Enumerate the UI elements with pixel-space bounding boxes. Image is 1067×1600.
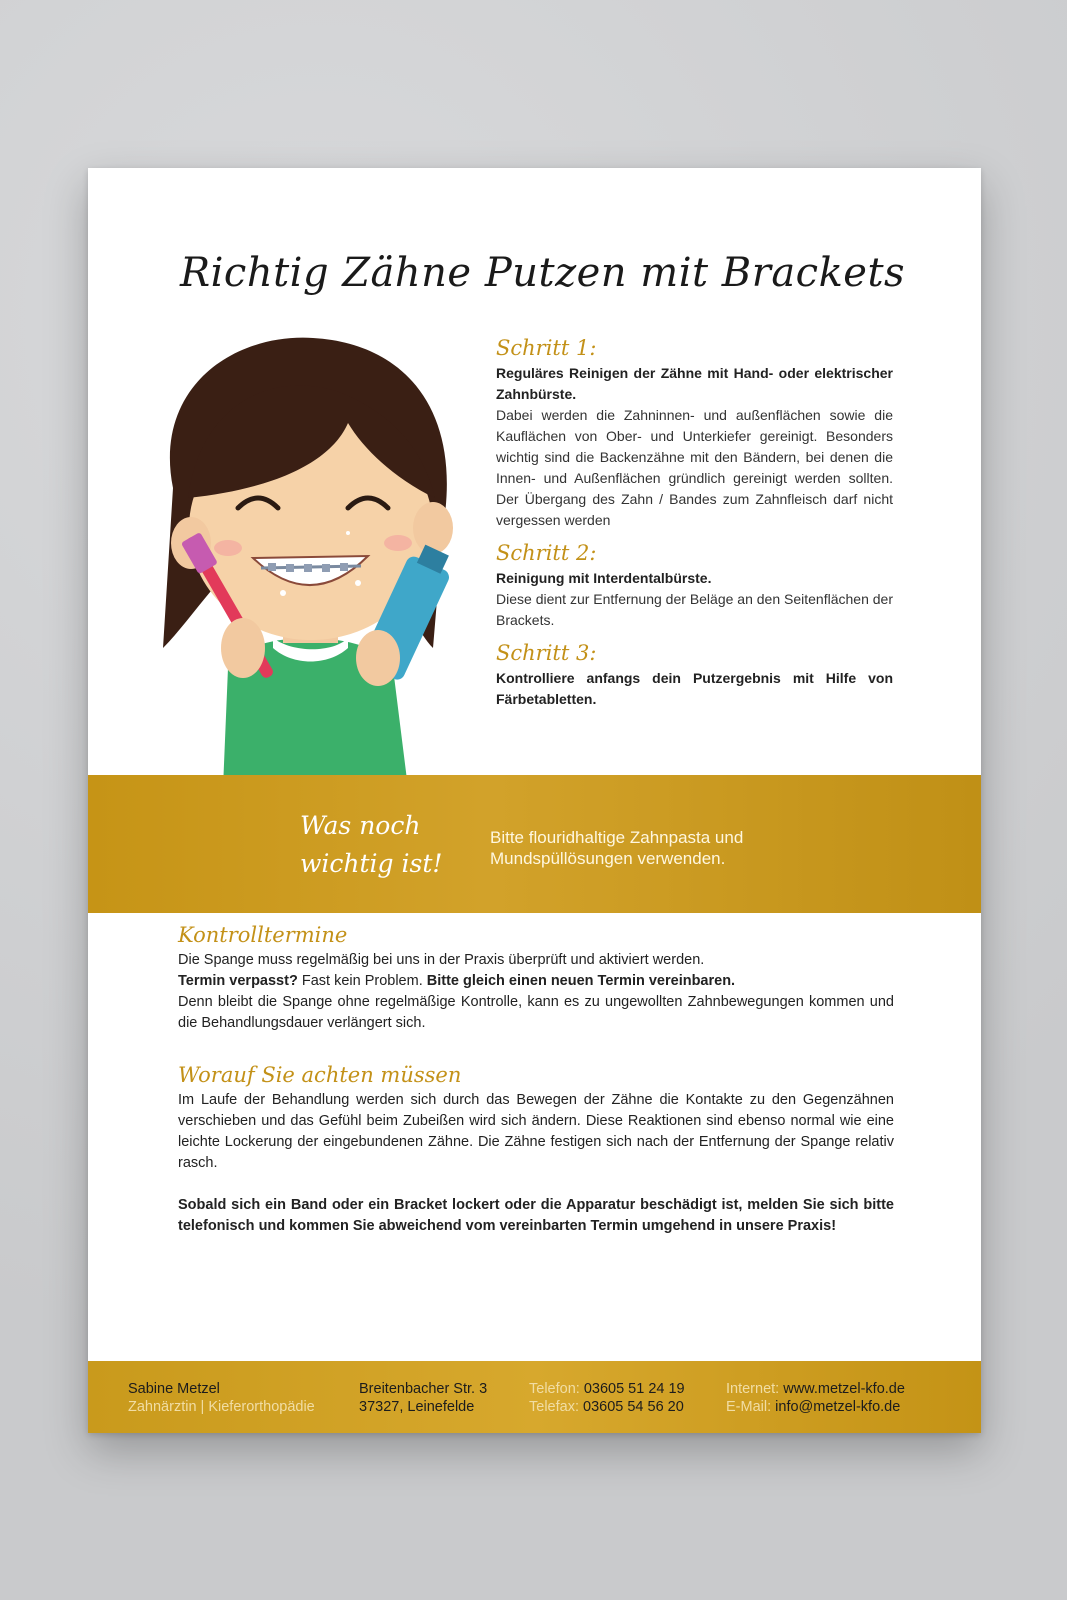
worauf-heading: Worauf Sie achten müssen xyxy=(178,1063,462,1087)
girl-with-braces-illustration xyxy=(143,328,473,788)
new-appointment-text: Bitte gleich einen neuen Termin vereinbaren. xyxy=(426,973,736,989)
step-3-heading: Schritt 3: xyxy=(496,641,597,665)
footer-profession: Zahnärztin | Kieferorthopädie xyxy=(128,1399,315,1415)
steps-list xyxy=(496,338,893,722)
web-link[interactable]: www.metzel-kfo.de xyxy=(783,1381,905,1397)
step-1-lead: Reguläres Reinigen der Zähne mit Hand- oder elektrischer Zahnbürste. xyxy=(496,365,893,402)
web-label: Internet: xyxy=(726,1381,780,1397)
kontrolltermine-heading: Kontrolltermine xyxy=(178,923,348,947)
step-3 xyxy=(496,643,893,710)
step-1-body: Dabei werden die Zahninnen- und außenflächen sowie die Kauflächen von Ober- und Unterkiefer gereinigt. Besonders wichtig sind die Backenzähne mit den Bändern, bei denen die Innen- und Außenflächen gründlich gereinigt werden sollten. Der Übergang des Zahn / Bandes zum Zahnfleisch darf nicht vergessen werden xyxy=(496,407,893,528)
missed-appointment-label: Termin verpasst? xyxy=(178,973,298,989)
phone-label: Telefon: xyxy=(529,1381,580,1397)
flyer-page xyxy=(88,168,981,1433)
footer-online xyxy=(726,1380,905,1416)
missed-appointment-text: Fast kein Problem. xyxy=(297,973,427,989)
kontrolltermine-line2 xyxy=(178,971,894,992)
section-kontrolltermine xyxy=(178,925,894,1034)
kontrolltermine-line1: Die Spange muss regelmäßig bei uns in der Praxis überprüft und aktiviert werden. xyxy=(178,952,705,968)
footer-address xyxy=(359,1380,487,1416)
fax-number: 03605 54 56 20 xyxy=(583,1399,684,1415)
email-label: E-Mail: xyxy=(726,1399,772,1415)
footer-identity xyxy=(128,1380,315,1416)
step-2-heading: Schritt 2: xyxy=(496,541,597,565)
footer-city: 37327, Leinefelde xyxy=(359,1399,475,1415)
page-title: Richtig Zähne Putzen mit Brackets xyxy=(180,250,906,296)
fax-label: Telefax: xyxy=(529,1399,579,1415)
email-link[interactable]: info@metzel-kfo.de xyxy=(775,1399,901,1415)
footer-street: Breitenbacher Str. 3 xyxy=(359,1381,488,1397)
step-2-lead: Reinigung mit Interdentalbürste. xyxy=(496,570,712,586)
important-note-band xyxy=(88,775,981,913)
step-1-heading: Schritt 1: xyxy=(496,336,597,360)
contact-footer xyxy=(88,1361,981,1433)
kontrolltermine-line3: Denn bleibt die Spange ohne regelmäßige Kontrolle, kann es zu ungewollten Zahnbewegungen kommen und die Behandlungsdauer verlängert sich. xyxy=(178,994,894,1031)
worauf-body: Im Laufe der Behandlung werden sich durch das Bewegen der Zähne die Kontakte zu den Gegenzähnen verschieben und das Gefühl beim Zubeißen wird sich ändern. Diese Reaktionen sind ebenso normal wie eine leichte Lockerung der eingebundenen Zähne. Die Zähne festigen sich nach der Entfernung der Spange relativ rasch. xyxy=(178,1092,894,1171)
step-2 xyxy=(496,543,893,631)
step-1 xyxy=(496,338,893,531)
section-worauf xyxy=(178,1065,894,1237)
phone-number[interactable]: 03605 51 24 19 xyxy=(583,1381,685,1397)
band-title: Was noch wichtig ist! xyxy=(300,811,443,878)
step-3-lead: Kontrolliere anfangs dein Putzergebnis mit Hilfe von Färbetabletten. xyxy=(496,670,893,707)
footer-name: Sabine Metzel xyxy=(128,1381,220,1397)
footer-phones xyxy=(529,1380,685,1416)
band-text: Bitte flouridhaltige Zahnpasta und Mundspüllösungen verwenden. xyxy=(490,828,744,868)
worauf-warning: Sobald sich ein Band oder ein Bracket lockert oder die Apparatur beschädigt ist, melden Sie sich bitte telefonisch und kommen Sie abweichend vom vereinbarten Termin umgehend in unsere Praxis! xyxy=(178,1197,894,1234)
step-2-body: Diese dient zur Entfernung der Beläge an den Seitenflächen der Brackets. xyxy=(496,591,893,628)
